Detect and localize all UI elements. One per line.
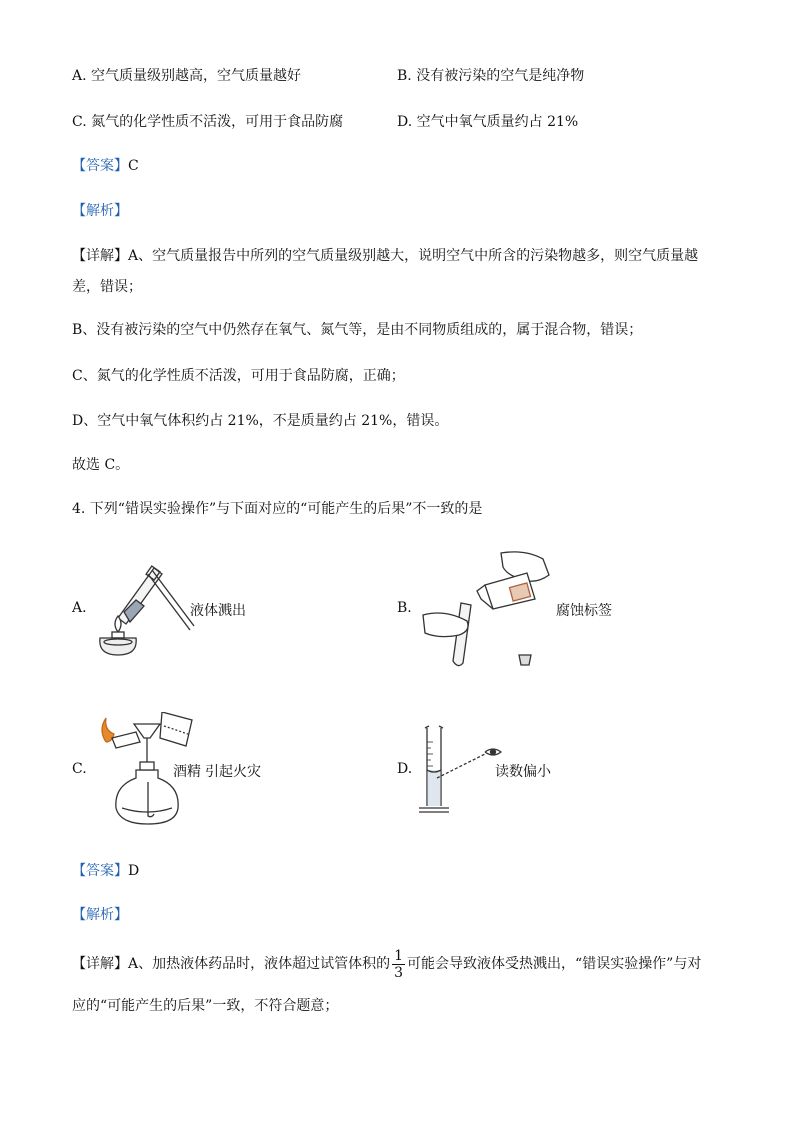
figure-a-letter: A. — [72, 600, 87, 616]
figure-c-caption-fire: 引起火灾 — [205, 764, 261, 780]
analysis-tag: 【解析】 — [72, 203, 128, 219]
q4-detail-a-line1: 【详解】A、加热液体药品时，液体超过试管体积的 $\frac{1}{3}$ 可能会导致液体受热溅出，“错误实验操作”与对 — [72, 947, 702, 981]
q4-answer-tag: 【答案】 — [72, 863, 128, 879]
question-4-stem: 4. 下列“错误实验操作”与下面对应的“可能产生的后果”不一致的是 — [72, 501, 483, 517]
q4-analysis-tag: 【解析】 — [72, 907, 128, 923]
figure-a-heating-test-tube — [88, 560, 198, 660]
conclusion: 故选 C。 — [72, 457, 130, 473]
figure-c-caption-alcohol: 酒精 — [173, 764, 201, 780]
detail-a-line2: 差，错误； — [72, 279, 142, 295]
option-c: C. 氮气的化学性质不活泼，可用于食品防腐 — [72, 114, 344, 130]
figure-a-caption: 液体溅出 — [190, 603, 246, 619]
detail-tag: 【详解】 — [72, 248, 128, 264]
answer-value: C — [128, 158, 139, 174]
answer-line — [72, 156, 139, 176]
q4-answer-value: D — [128, 863, 140, 879]
fraction-one-third: $\frac{1}{3}$ — [394, 947, 404, 981]
option-a: A. 空气质量级别越高，空气质量越好 — [72, 68, 302, 84]
q4-answer-line — [72, 861, 139, 881]
answer-tag: 【答案】 — [72, 158, 128, 174]
figure-c-letter: C. — [72, 761, 87, 777]
option-b: B. 没有被污染的空气是纯净物 — [397, 68, 585, 84]
q4-detail-tag: 【详解】 — [72, 956, 128, 972]
option-d: D. 空气中氧气质量约占 21% — [397, 114, 579, 130]
figure-d-caption: 读数偏小 — [495, 764, 551, 780]
detail-d: D、空气中氧气体积约占 21%，不是质量约占 21%，错误。 — [72, 413, 449, 429]
figure-b-pouring-liquid — [415, 545, 555, 670]
figure-b-letter: B. — [397, 600, 412, 616]
figure-b-caption: 腐蚀标签 — [556, 603, 612, 619]
detail-a-line1: 【详解】A、空气质量报告中所列的空气质量级别越大，说明空气中所含的污染物越多，则空气质量越 — [72, 248, 699, 264]
detail-c: C、氮气的化学性质不活泼，可用于食品防腐，正确； — [72, 368, 405, 384]
q4-detail-a-line2: 应的“可能产生的后果”一致，不符合题意； — [72, 998, 339, 1014]
figure-d-letter: D. — [397, 761, 413, 777]
detail-b: B、没有被污染的空气中仍然存在氧气、氮气等，是由不同物质组成的，属于混合物，错误； — [72, 322, 643, 338]
